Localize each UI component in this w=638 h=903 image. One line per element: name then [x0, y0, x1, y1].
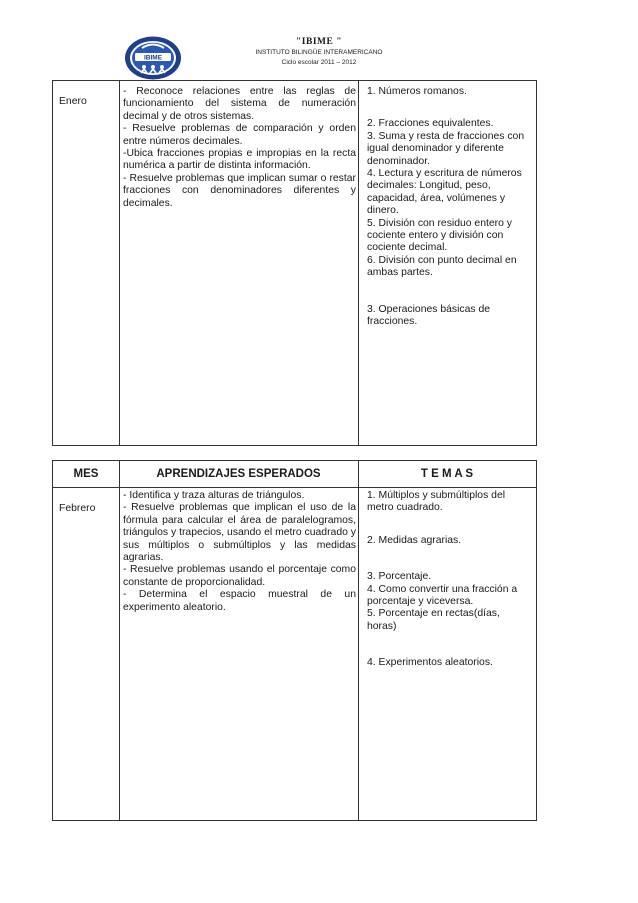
header-temas: T E M A S [420, 468, 474, 480]
aprendizaje-item: - Resuelve problemas de comparación y orden entre números decimales. [123, 123, 356, 147]
tema-item: 2. Fracciones equivalentes. [367, 118, 494, 130]
febrero-table [52, 460, 537, 821]
column-divider [119, 81, 120, 445]
temas-cell [367, 490, 529, 670]
logo-banner-text: IBIME [143, 54, 163, 62]
tema-item: 6. División con punto decimal en ambas partes. [367, 254, 517, 279]
aprendizaje-item: - Determina el espacio muestral de un experimento aleatorio. [123, 589, 356, 613]
tema-item: 3. Porcentaje. [367, 571, 432, 583]
tema-item: 5. División con residuo entero y cociente entero y división con cociente decimal. [367, 217, 512, 254]
tema-item: 2. Medidas agrarias. [367, 534, 462, 546]
aprendizajes-cell [123, 490, 356, 614]
header-row-divider [53, 487, 536, 488]
aprendizaje-item: - Identifica y traza alturas de triángulos. [123, 490, 305, 501]
enero-table [52, 80, 537, 446]
aprendizaje-item: - Reconoce relaciones entre las reglas de funcionamiento del sistema de numeración decimal y de otros sistemas. [123, 86, 356, 122]
aprendizaje-item: -Ubica fracciones propias e impropias en la recta numérica a partir de distinta información. [123, 148, 356, 172]
column-divider [358, 461, 359, 820]
aprendizaje-item: - Resuelve problemas que implican sumar o restar fracciones con denominadores diferentes y decimales. [123, 172, 356, 209]
tema-item: 4. Lectura y escritura de números decimales: Longitud, peso, capacidad, área, volúmenes y dinero. [367, 168, 522, 217]
temas-cell [367, 86, 529, 329]
tema-item: 3. Operaciones básicas de fracciones. [367, 303, 491, 328]
column-divider [358, 81, 359, 445]
tema-item: 5. Porcentaje en rectas(días, horas) [367, 608, 500, 632]
column-divider [119, 461, 120, 820]
tema-item: 3. Suma y resta de fracciones con igual denominador y diferente denominador. [367, 130, 525, 167]
aprendizajes-cell [123, 86, 356, 210]
month-cell: Febrero [59, 503, 96, 514]
tema-item: 4. Experimentos aleatorios. [367, 657, 493, 669]
header-mes: MES [73, 468, 99, 480]
aprendizaje-item: - Resuelve problemas que implican el uso de la fórmula para calcular el área de paralelogramos, triángulos y trapecios, usando el metro cuadrado y sus múltiplos o submúltiplos y las medidas agrarias. [123, 502, 356, 564]
header-aprendizajes: APRENDIZAJES ESPERADOS [156, 468, 321, 480]
month-cell: Enero [59, 96, 87, 107]
tema-item: 1. Números romanos. [367, 86, 467, 97]
aprendizaje-item: - Resuelve problemas usando el porcentaje como constante de proporcionalidad. [123, 564, 356, 588]
tema-item: 4. Como convertir una fracción a porcentaje y viceversa. [367, 583, 518, 608]
tema-item: 1. Múltiplos y submúltiplos del metro cuadrado. [367, 490, 506, 514]
institute-name: INSTITUTO BILINGÜE INTERAMERICANO [255, 49, 383, 56]
school-cycle: Ciclo escolar 2011 – 2012 [281, 59, 357, 66]
document-header [0, 0, 638, 80]
school-name: "IBIME " [296, 37, 342, 47]
